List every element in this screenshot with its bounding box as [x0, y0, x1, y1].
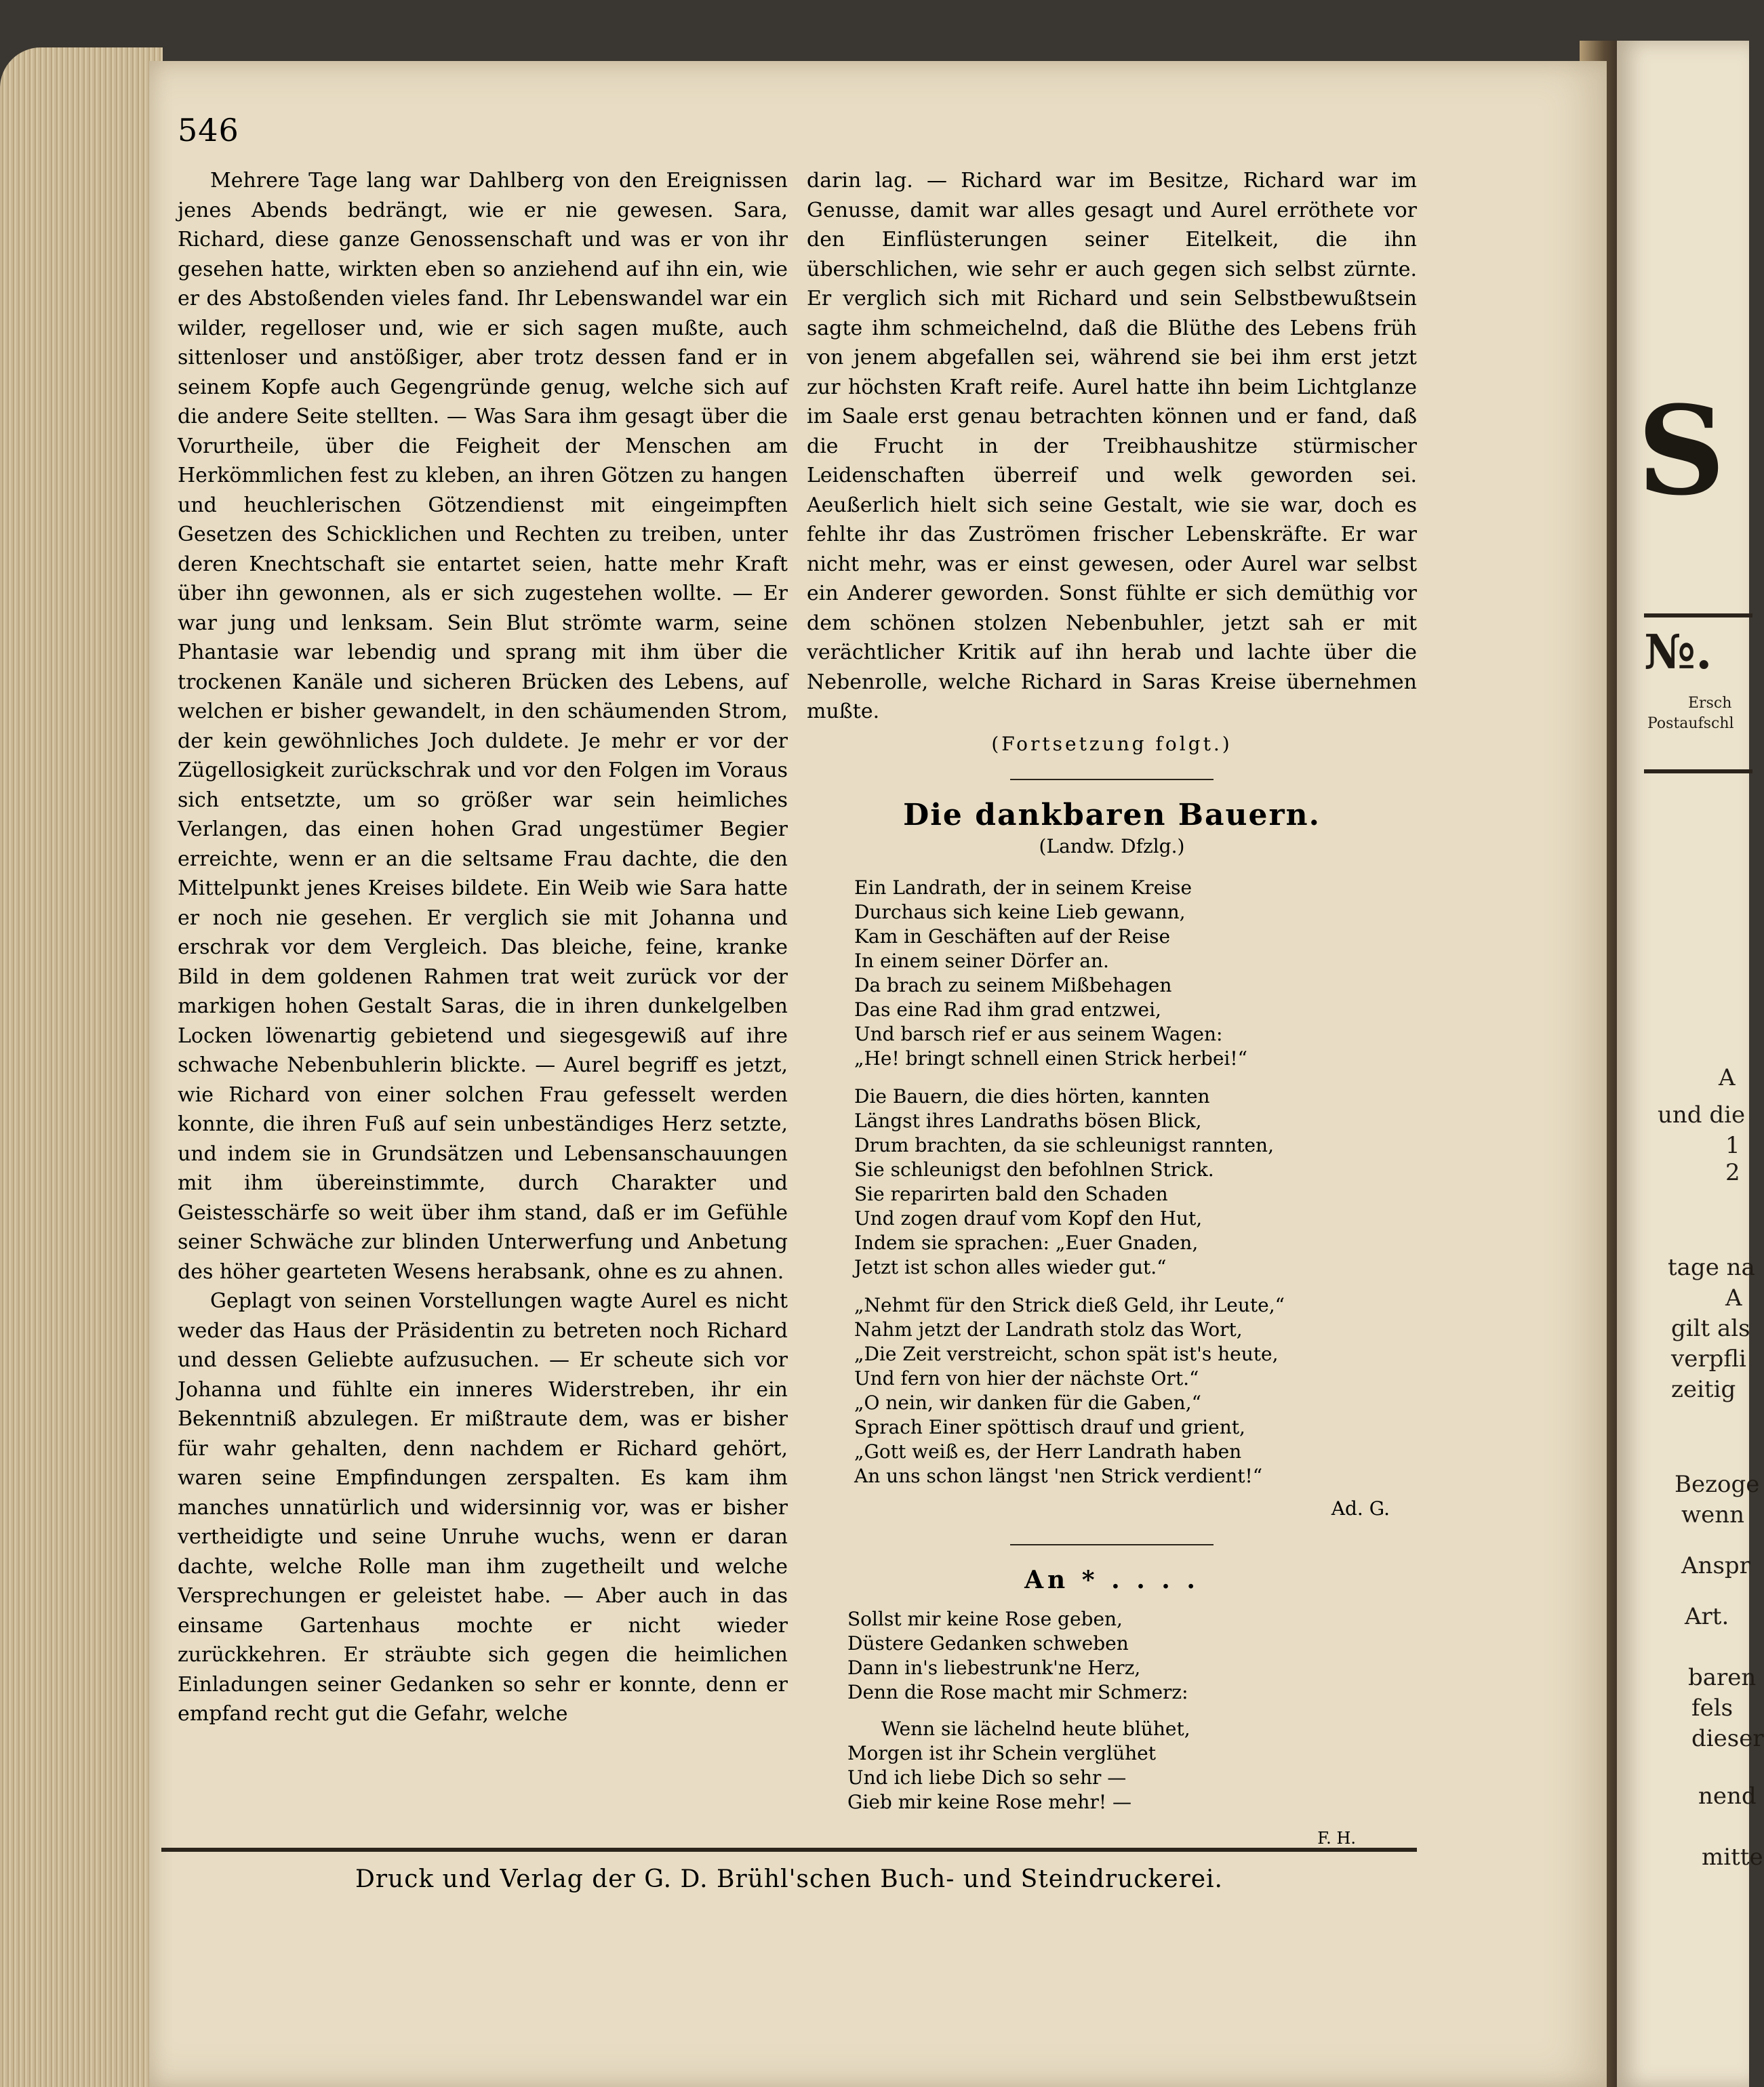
text-fragment: nend — [1698, 1783, 1757, 1810]
poem-line: Denn die Rose macht mir Schmerz: — [847, 1681, 1188, 1703]
poem-line: „He! bringt schnell einen Strick herbei!“ — [854, 1047, 1247, 1070]
section-divider — [1010, 779, 1214, 780]
poem-title: An * . . . . — [1024, 1565, 1199, 1594]
text-fragment: dieser — [1691, 1725, 1764, 1752]
poem-line: „O nein, wir danken für die Gaben,“ — [854, 1392, 1201, 1414]
printer-imprint: Druck und Verlag der G. D. Brühl'schen Buch- und Steindruckerei. — [355, 1865, 1224, 1893]
poem-line: Und fern von hier der nächste Ort.“ — [854, 1367, 1199, 1390]
poem-line: Nahm jetzt der Landrath stolz das Wort, — [854, 1318, 1243, 1341]
poem-stanza — [847, 1717, 1417, 1815]
poem-line: Morgen ist ihr Schein verglühet — [847, 1742, 1156, 1764]
masthead-fragment: Ersch — [1688, 695, 1732, 712]
right-page — [1617, 41, 1764, 2087]
poem-line: Sie schleunigst den befohlnen Strick. — [854, 1158, 1214, 1181]
text-fragment: zeitig — [1671, 1376, 1736, 1403]
section-divider — [1010, 1544, 1214, 1545]
poem-line: „Gott weiß es, der Herr Landrath haben — [854, 1440, 1242, 1463]
text-fragment: tage na — [1668, 1254, 1755, 1281]
poem-line: Indem sie sprachen: „Euer Gnaden, — [854, 1232, 1199, 1254]
paragraph: darin lag. — Richard war im Besitze, Richard war im Genusse, damit war alles gesagt und Aurel erröthete vor den Einflüsterungen seiner Eitelkeit, die ihn überschlichen, wie sehr er auch gegen sich selbst zürnte. Er verglich sich mit Richard und sein Selbstbewußtsein sagte ihm schmeichelnd, daß die Blüthe des Lebens früh von jenem abgefallen sei, während sie bei ihm erst jetzt zur höchsten Kraft reife. Aurel hatte ihn beim Lichtglanze im Saale erst genau betrachten können und er fand, daß die Frucht in der Treibhaushitze stürmischer Leidenschaften überreif und welk geworden sei. Aeußerlich hielt sich seine Gestalt, wie sie war, doch es fehlte ihr das Zuströmen frischer Lebenskräfte. Er war nicht mehr, was er einst gewesen, oder Aurel war selbst ein Anderer geworden. Sonst fühlte er sich demüthig vor dem schönen stolzen Nebenbuhler, jetzt sah er mit verächtlicher Kritik auf ihn herab und lachte über die Nebenrolle, welche Richard in Saras Kreise übernehmen mußte. — [807, 169, 1417, 723]
masthead-rule — [1644, 769, 1752, 773]
poem-line: Wenn sie lächelnd heute blühet, — [881, 1718, 1190, 1740]
continuation-note: (Fortsetzung folgt.) — [991, 732, 1232, 755]
poem-line: Und barsch rief er aus seinem Wagen: — [854, 1023, 1223, 1045]
left-column — [178, 166, 788, 1729]
text-fragment: Anspr — [1681, 1552, 1750, 1579]
text-fragment: gilt als — [1671, 1315, 1750, 1342]
poem-line: Da brach zu seinem Mißbehagen — [854, 974, 1172, 996]
poem-line: Drum brachten, da sie schleunigst rannten, — [854, 1134, 1274, 1156]
poem-line: Das eine Rad ihm grad entzwei, — [854, 998, 1161, 1021]
text-fragment: wenn — [1681, 1501, 1745, 1528]
paragraph: Geplagt von seinen Vorstellungen wagte Aurel es nicht weder das Haus der Präsidentin zu betreten noch Richard und dessen Geliebte aufzusuchen. — Er scheute sich vor Johanna und fühlte ein inneres Widerstreben, ihr ein Bekenntniß abzulegen. Er mißtraute dem, was er bisher für wahr gehalten, denn nachdem er Richard gehört, waren seine Empfindungen zerspalten. Es kam ihm manches unnatürlich und widersinnig vor, was er bisher vertheidigte und seine Unruhe wuchs, wenn er daran dachte, welche Rolle man ihm zugetheilt und welche Versprechungen er geleistet habe. — Aber auch in das einsame Gartenhaus mochte er nicht wieder zurückkehren. Er sträubte sich gegen die heimlichen Einladungen seiner Gedanken so sehr er konnte, denn er empfand recht gut die Gefahr, welche — [178, 1289, 788, 1726]
text-fragment: Art. — [1685, 1603, 1729, 1630]
right-column — [807, 166, 1417, 1854]
footer-rule — [161, 1848, 1417, 1852]
poem-line: Die Bauern, die dies hörten, kannten — [854, 1085, 1210, 1108]
poem-title: Die dankbaren Bauern. — [903, 798, 1321, 832]
poem-line: „Die Zeit verstreicht, schon spät ist's heute, — [854, 1343, 1279, 1365]
text-fragment: 2 — [1725, 1159, 1740, 1186]
poem-line: „Nehmt für den Strick dieß Geld, ihr Leute,“ — [854, 1294, 1285, 1316]
poem-line: Jetzt ist schon alles wieder gut.“ — [854, 1256, 1167, 1278]
poem-line: Gieb mir keine Rose mehr! — — [847, 1791, 1131, 1813]
poem-line: Ein Landrath, der in seinem Kreise — [854, 876, 1192, 899]
poem-stanza — [854, 876, 1417, 1071]
paragraph: Mehrere Tage lang war Dahlberg von den Ereignissen jenes Abends bedrängt, wie er nie gewesen. Sara, Richard, diese ganze Genossenschaft und was er von ihr gesehen hatte, wirkten eben so anziehend auf ihn ein, wie er des Abstoßenden vieles fand. Ihr Lebenswandel war ein wilder, regelloser und, wie er sich sagen mußte, auch sittenloser und anstößiger, aber trotz dessen fand er in seinem Kopfe auch Gegengründe genug, welche sich auf die andere Seite stellten. — Was Sara ihm gesagt über die Vorurtheile, über die Feigheit der Menschen am Herkömmlichen fest zu kleben, an ihren Götzen zu hangen und heuchlerischen Götzendienst mit eingeimpften Gesetzen des Schicklichen und Rechten zu treiben, unter deren Knechtschaft sie entartet seien, hatte mehr Kraft über ihn gewonnen, als er sich zugestehen wollte. — Er war jung und lenksam. Sein Blut strömte warm, seine Phantasie war lebendig und sprang mit ihm über die trockenen Kanäle und sicheren Brücken des Lebens, auf welchen er bisher gewandelt, in den schäumenden Strom, der kein gewöhnliches Joch duldete. Je mehr er vor der Zügellosigkeit zurückschrak und vor den Folgen im Voraus sich entsetzte, um so größer war sein heimliches Verlangen, das einen hohen Grad ungestümer Begier erreichte, wenn er an die seltsame Frau dachte, die den Mittelpunkt jenes Kreises bildete. Ein Weib wie Sara hatte er noch nie gesehen. Er verglich sie mit Johanna und erschrak vor dem Vergleich. Das bleiche, feine, kranke Bild in dem goldenen Rahmen trat weit zurück vor der markigen hohen Gestalt Saras, die in ihren dunkelgelben Locken löwenartig gebietend und siegesgewiß auf ihre schwache Nebenbuhlerin blickte. — Aurel begriff es jetzt, wie Richard von einer solchen Frau gefesselt werden konnte, die ihren Fuß auf sein unbeständiges Herz setzte, und indem sie in Grundsätzen und Lebensanschauungen mit ihm übereinstimmte, durch Charakter und Geistesschärfe so weit über ihm stand, daß er im Gefühle seiner Schwäche zur blinden Unterwerfung und Anbetung des höher gearteten Wesens herabsank, ohne es zu ahnen. — [178, 169, 788, 1284]
poem-line: Und zogen drauf vom Kopf den Hut, — [854, 1207, 1203, 1230]
text-fragment: fels — [1691, 1695, 1733, 1722]
poem-line: Düstere Gedanken schweben — [847, 1632, 1129, 1655]
poem-line: Kam in Geschäften auf der Reise — [854, 925, 1171, 948]
text-fragment: A — [1725, 1284, 1742, 1312]
poem-line: In einem seiner Dörfer an. — [854, 950, 1109, 972]
poem-line: Sprach Einer spöttisch drauf und grient, — [854, 1416, 1245, 1438]
text-fragment: A — [1719, 1064, 1736, 1091]
poem-line: An uns schon längst 'nen Strick verdient!“ — [854, 1465, 1263, 1487]
issue-number-sign: №. — [1644, 624, 1712, 680]
masthead-fragment: Postaufschl — [1647, 715, 1734, 732]
poem-stanza — [854, 1085, 1417, 1280]
poem-source: (Landw. Dfzlg.) — [1039, 834, 1185, 857]
poem-stanza — [847, 1607, 1417, 1705]
poem-signature: F. H. — [1317, 1829, 1356, 1848]
masthead-rule — [1644, 613, 1752, 617]
text-fragment: und die — [1658, 1101, 1746, 1129]
poem-line: Und ich liebe Dich so sehr — — [847, 1766, 1127, 1789]
text-fragment: verpfli — [1671, 1345, 1746, 1373]
poem-line: Sie reparirten bald den Schaden — [854, 1183, 1168, 1205]
poem-line: Dann in's liebestrunk'ne Herz, — [847, 1657, 1141, 1679]
poem-signature: Ad. G. — [1331, 1497, 1390, 1520]
poem-line: Sollst mir keine Rose geben, — [847, 1608, 1123, 1630]
book-page-edges — [0, 47, 163, 2087]
poem-stanza — [854, 1293, 1417, 1488]
page-number: 546 — [178, 112, 239, 148]
poem-line: Durchaus sich keine Lieb gewann, — [854, 901, 1186, 923]
masthead-letter: S — [1637, 380, 1725, 523]
text-fragment: 1 — [1725, 1132, 1740, 1159]
poem-line: Längst ihres Landraths bösen Blick, — [854, 1110, 1202, 1132]
text-fragment: baren — [1688, 1664, 1757, 1691]
text-fragment: Bezoge — [1675, 1471, 1760, 1498]
text-fragment: mitte — [1702, 1844, 1763, 1871]
